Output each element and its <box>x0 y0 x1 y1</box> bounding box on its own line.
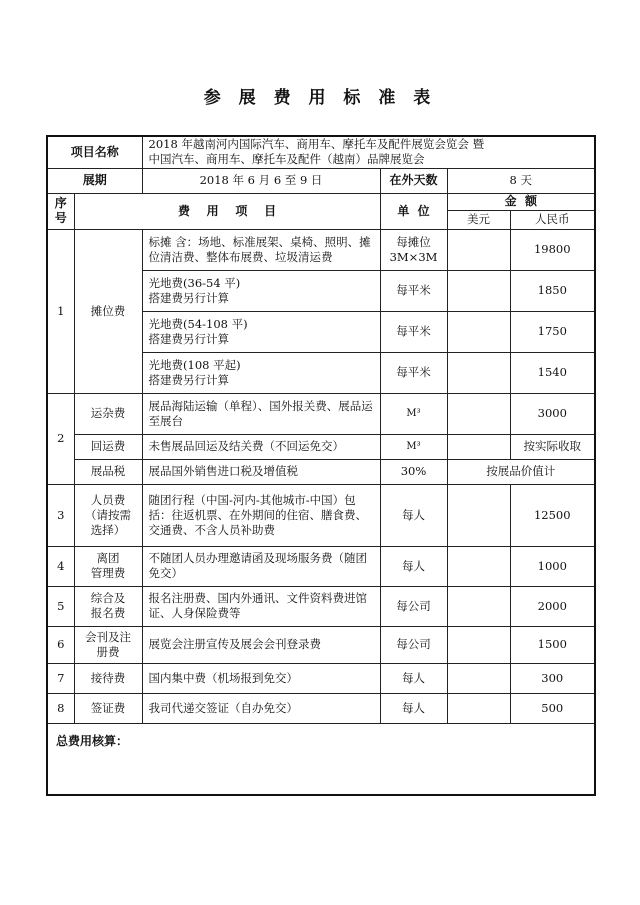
usd-cell <box>447 393 510 434</box>
rmb-cell: 1850 <box>510 270 595 311</box>
total-row <box>47 723 595 795</box>
table-row <box>47 586 595 626</box>
unit-cell: 每人 <box>380 484 447 546</box>
unit-cell: 30% <box>380 459 447 484</box>
desc-cell: 光地费(36-54 平) 搭建费另行计算 <box>142 270 380 311</box>
total-label: 总费用核算： <box>47 723 595 795</box>
table-row <box>47 693 595 723</box>
unit-cell: 每平米 <box>380 352 447 393</box>
amount-header: 金 额 <box>447 193 595 210</box>
fee-table <box>46 135 596 796</box>
unit-cell: 每平米 <box>380 311 447 352</box>
unit-cell: 每公司 <box>380 586 447 626</box>
rmb-cell: 12500 <box>510 484 595 546</box>
project-line-1: 2018 年越南河内国际汽车、商用车、摩托车及配件展览会览会 暨 <box>148 137 485 152</box>
unit-cell: 每人 <box>380 663 447 693</box>
usd-cell <box>447 311 510 352</box>
page-title: 参 展 费 用 标 准 表 <box>203 88 437 108</box>
desc-cell: 随团行程（中国-河内-其他城市-中国）包括：往返机票、在外期间的住宿、膳食费、交通费、不含人员补助费 <box>142 484 380 546</box>
seq-cell: 5 <box>47 586 74 626</box>
period-label: 展期 <box>47 168 142 193</box>
unit-cell: 每摊位 3M×3M <box>380 229 447 270</box>
usd-cell <box>447 626 510 663</box>
days-value: 8 天 <box>447 168 595 193</box>
table-row <box>47 626 595 663</box>
unit-cell: 每平米 <box>380 270 447 311</box>
category-cell: 签证费 <box>74 693 142 723</box>
column-header-row <box>47 193 595 210</box>
rmb-cell: 300 <box>510 663 595 693</box>
item-header: 费 用 项 目 <box>74 193 380 229</box>
desc-cell: 展品海陆运输（单程）、国外报关费、展品运至展台 <box>142 393 380 434</box>
seq-cell: 2 <box>47 393 74 484</box>
project-row <box>47 136 595 168</box>
category-cell: 运杂费 <box>74 393 142 434</box>
desc-cell: 我司代递交签证（自办免交） <box>142 693 380 723</box>
rmb-cell: 按实际收取 <box>510 434 595 459</box>
seq-cell: 6 <box>47 626 74 663</box>
desc-cell: 报名注册费、国内外通讯、文件资料费进馆证、人身保险费等 <box>142 586 380 626</box>
category-cell: 会刊及注 册费 <box>74 626 142 663</box>
usd-cell <box>447 546 510 586</box>
unit-cell: M³ <box>380 434 447 459</box>
rmb-cell: 500 <box>510 693 595 723</box>
category-cell: 接待费 <box>74 663 142 693</box>
seq-header: 序 号 <box>47 193 74 229</box>
project-line-2: 中国汽车、商用车、摩托车及配件（越南）品牌展览会 <box>148 152 425 167</box>
seq-cell: 7 <box>47 663 74 693</box>
usd-cell <box>447 434 510 459</box>
usd-cell <box>447 270 510 311</box>
seq-cell: 8 <box>47 693 74 723</box>
table-row <box>47 393 595 434</box>
category-cell: 摊位费 <box>74 229 142 393</box>
rmb-cell: 1000 <box>510 546 595 586</box>
table-row <box>47 459 595 484</box>
period-row <box>47 168 595 193</box>
desc-cell: 国内集中费（机场报到免交） <box>142 663 380 693</box>
rmb-cell: 1750 <box>510 311 595 352</box>
usd-cell <box>447 484 510 546</box>
rmb-cell: 2000 <box>510 586 595 626</box>
usd-cell <box>447 229 510 270</box>
seq-cell: 1 <box>47 229 74 393</box>
desc-cell: 标摊 含：场地、标准展架、桌椅、照明、摊位清洁费、整体布展费、垃圾清运费 <box>142 229 380 270</box>
usd-header: 美元 <box>447 210 510 229</box>
desc-cell: 展品国外销售进口税及增值税 <box>142 459 380 484</box>
table-row <box>47 434 595 459</box>
seq-cell: 4 <box>47 546 74 586</box>
table-row <box>47 663 595 693</box>
category-cell: 人员费 （请按需 选择） <box>74 484 142 546</box>
desc-cell: 光地费(54-108 平) 搭建费另行计算 <box>142 311 380 352</box>
usd-cell <box>447 586 510 626</box>
unit-cell: 每人 <box>380 546 447 586</box>
category-cell: 回运费 <box>74 434 142 459</box>
desc-cell: 未售展品回运及结关费（不回运免交） <box>142 434 380 459</box>
seq-cell: 3 <box>47 484 74 546</box>
unit-cell: 每公司 <box>380 626 447 663</box>
days-label: 在外天数 <box>380 168 447 193</box>
table-row <box>47 229 595 270</box>
desc-cell: 光地费(108 平起) 搭建费另行计算 <box>142 352 380 393</box>
table-row <box>47 546 595 586</box>
category-cell: 综合及 报名费 <box>74 586 142 626</box>
rmb-header: 人民币 <box>510 210 595 229</box>
usd-cell <box>447 663 510 693</box>
unit-header: 单 位 <box>380 193 447 229</box>
rmb-cell: 19800 <box>510 229 595 270</box>
project-label: 项目名称 <box>47 136 142 168</box>
rmb-cell: 1500 <box>510 626 595 663</box>
rmb-cell: 1540 <box>510 352 595 393</box>
usd-cell <box>447 693 510 723</box>
usd-cell <box>447 352 510 393</box>
category-cell: 离团 管理费 <box>74 546 142 586</box>
amount-cell: 按展品价值计 <box>447 459 595 484</box>
category-cell: 展品税 <box>74 459 142 484</box>
unit-cell: 每人 <box>380 693 447 723</box>
project-value <box>142 136 595 168</box>
unit-cell: M³ <box>380 393 447 434</box>
period-value: 2018 年 6 月 6 至 9 日 <box>142 168 380 193</box>
desc-cell: 不随团人员办理邀请函及现场服务费（随团免交） <box>142 546 380 586</box>
desc-cell: 展览会注册宣传及展会会刊登录费 <box>142 626 380 663</box>
rmb-cell: 3000 <box>510 393 595 434</box>
table-row <box>47 484 595 546</box>
